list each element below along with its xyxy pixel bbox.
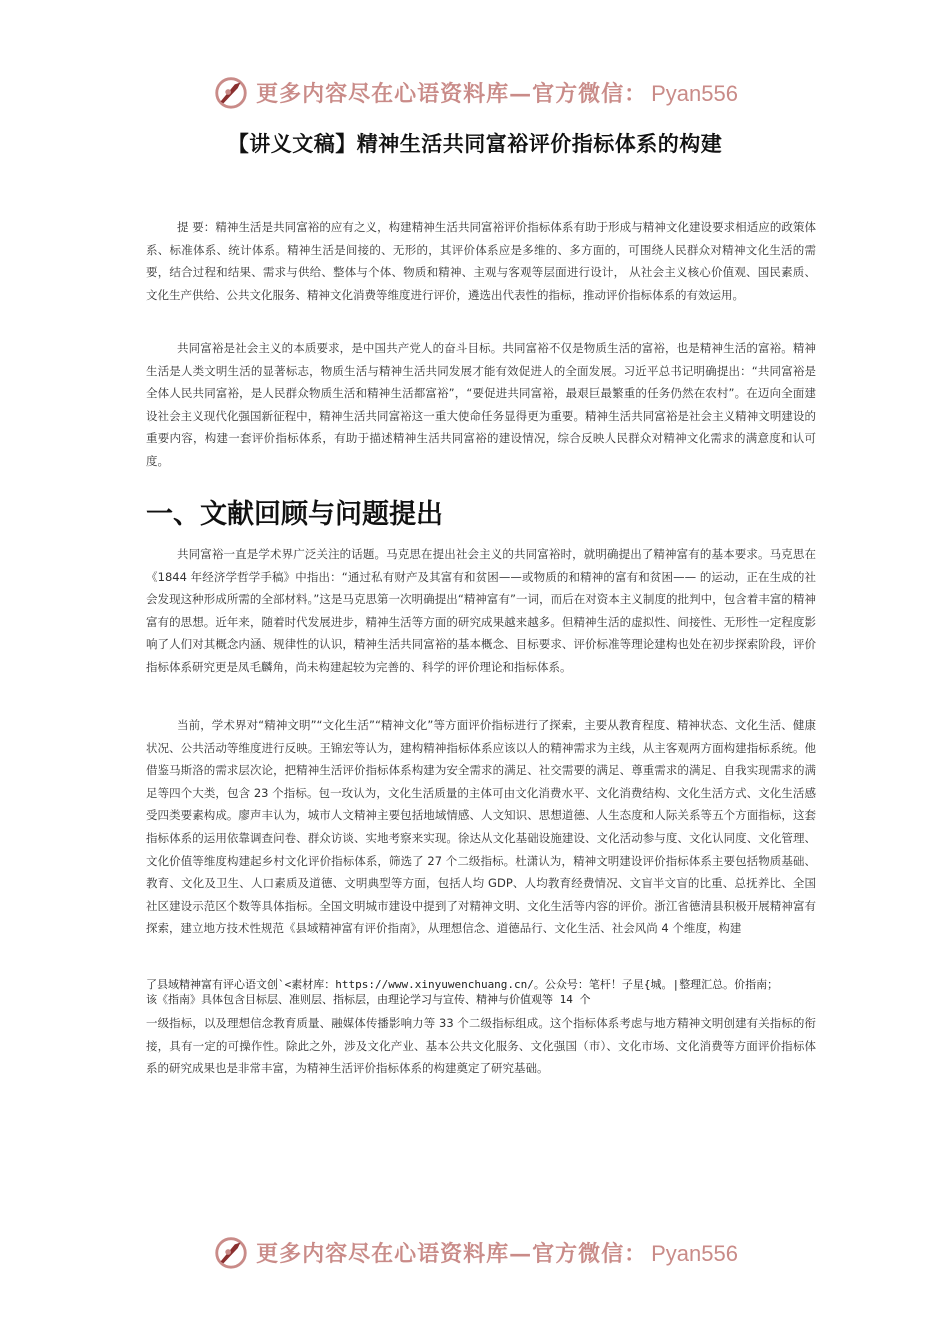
banner-text: 更多内容尽在心语资料库—官方微信： Pyan556	[256, 1240, 738, 1267]
section-paragraph-2-block	[146, 714, 816, 940]
inserted-line-2: 该《指南》具体包含目标层、准则层、指标层，由理论学习与宣传、精神与价值观等 14 个	[146, 993, 591, 1006]
logo-icon	[212, 73, 250, 111]
section-paragraph-1: 共同富裕一直是学术界广泛关注的话题。马克思在提出社会主义的共同富裕时，就明确提出了精神富有的基本要求。马克思在《1844 年经济学哲学手稿》中指出：“通过私有财产及其富有和贫困——或物质的和精神的富有和贫困—— 的运动，正在生成的社会发现这种形成所需的全部材料。”这是马克思第一次明确提出“精神富有”一词，而后在对资本主义制度的批判中，包含着丰富的精神富有的思想。近年来，随着时代发展进步，精神生活等方面的研究成果越来越多。但精神生活的虚拟性、间接性、无形性一定程度影响了人们对其概念内涵、规律性的认识，精神生活共同富裕的基本概念、目标要求、评价标准等理论建构也处在初步探索阶段，评价指标体系研究更是凤毛麟角，尚未构建起较为完善的、科学的评价理论和指标体系。	[146, 547, 816, 674]
abstract-block	[146, 216, 816, 306]
intro-paragraph: 共同富裕是社会主义的本质要求，是中国共产党人的奋斗目标。共同富裕不仅是物质生活的富裕，也是精神生活的富裕。精神生活是人类文明生活的显著标志，物质生活与精神生活共同发展才能有效促进人的全面发展。习近平总书记明确提出：“共同富裕是全体人民共同富裕，是人民群众物质生活和精神生活都富裕”，“要促进共同富裕，最艰巨最繁重的任务仍然在农村”。在迈向全面建设社会主义现代化强国新征程中，精神生活共同富裕这一重大使命任务显得更为重要。精神生活共同富裕是社会主义精神文明建设的重要内容，构建一套评价指标体系，有助于描述精神生活共同富裕的建设情况，综合反映人民群众对精神文化需求的满意度和认可度。	[146, 341, 816, 468]
watermark-banner-top	[0, 70, 950, 114]
section-paragraph-3-block	[146, 1012, 816, 1080]
inserted-line-1: 了县域精神富有评心语文创`<素材库：https://www.xinyuwenchuang.cn/。公众号：笔杆！子星{城。|整理汇总。价指南；	[146, 978, 779, 991]
section-paragraph-1-block	[146, 543, 816, 679]
document-title: 【讲义文稿】精神生活共同富裕评价指标体系的构建	[227, 132, 723, 156]
section-paragraph-2: 当前，学术界对“精神文明”“文化生活”“精神文化”等方面评价指标进行了探索，主要从教育程度、精神状态、文化生活、健康状况、公共活动等维度进行反映。王锦宏等认为，建构精神指标体系应该以人的精神需求为主线，从主客观两方面构建指标系统。他借鉴马斯洛的需求层次论，把精神生活评价指标体系构建为安全需求的满足、社交需要的满足、尊重需求的满足、自我实现需求的满足等四个大类，包含 23 个指标。包一玫认为，文化生活质量的主体可由文化消费水平、文化消费结构、文化生活方式、文化生活感受四类要素构成。廖声丰认为，城市人文精神主要包括地域情感、人文知识、思想道德、人生态度和人际关系等五个方面指标，这套指标体系的运用依靠调查问卷、群众访谈、实地考察来实现。徐达从文化基础设施建设、文化活动参与度、文化认同度、文化管理、文化价值等维度构建起乡村文化评价指标体系，筛选了 27 个二级指标。杜潇认为，精神文明建设评价指标体系主要包括物质基础、教育、文化及卫生、人口素质及道德、文明典型等方面，包括人均 GDP、人均教育经费情况、文盲半文盲的比重、总抚养比、全国社区建设示范区个数等具体指标。全国文明城市建设中提到了对精神文明、文化生活等内容的评价。浙江省德清县积极开展精神富有探索，建立地方技术性规范《县域精神富有评价指南》，从理想信念、道德品行、文化生活、社会风尚 4 个维度，构建	[146, 718, 816, 936]
watermark-banner-bottom	[0, 1230, 950, 1274]
intro-block	[146, 337, 816, 473]
section-paragraph-3: 一级指标，以及理想信念教育质量、融媒体传播影响力等 33 个二级指标组成。这个指标体系考虑与地方精神文明创建有关指标的衔接，具有一定的可操作性。除此之外，涉及文化产业、基本公共文化服务、文化强国（市）、文化市场、文化消费等方面评价指标体系的研究成果也是非常丰富，为精神生活评价指标体系的构建奠定了研究基础。	[146, 1016, 816, 1076]
section-heading: 一、文献回顾与问题提出	[146, 499, 443, 530]
abstract-paragraph: 提 要：精神生活是共同富裕的应有之义，构建精神生活共同富裕评价指标体系有助于形成与精神文化建设要求相适应的政策体系、标准体系、统计体系。精神生活是间接的、无形的，其评价体系应是多维的、多方面的，可围绕人民群众对精神文化生活的需要，结合过程和结果、需求与供给、整体与个体、物质和精神、主观与客观等层面进行设计， 从社会主义核心价值观、国民素质、文化生产供给、公共文化服务、精神文化消费等维度进行评价，遴选出代表性的指标，推动评价指标体系的有效运用。	[146, 220, 816, 302]
banner-text: 更多内容尽在心语资料库—官方微信： Pyan556	[256, 80, 738, 107]
logo-icon	[212, 1233, 250, 1271]
